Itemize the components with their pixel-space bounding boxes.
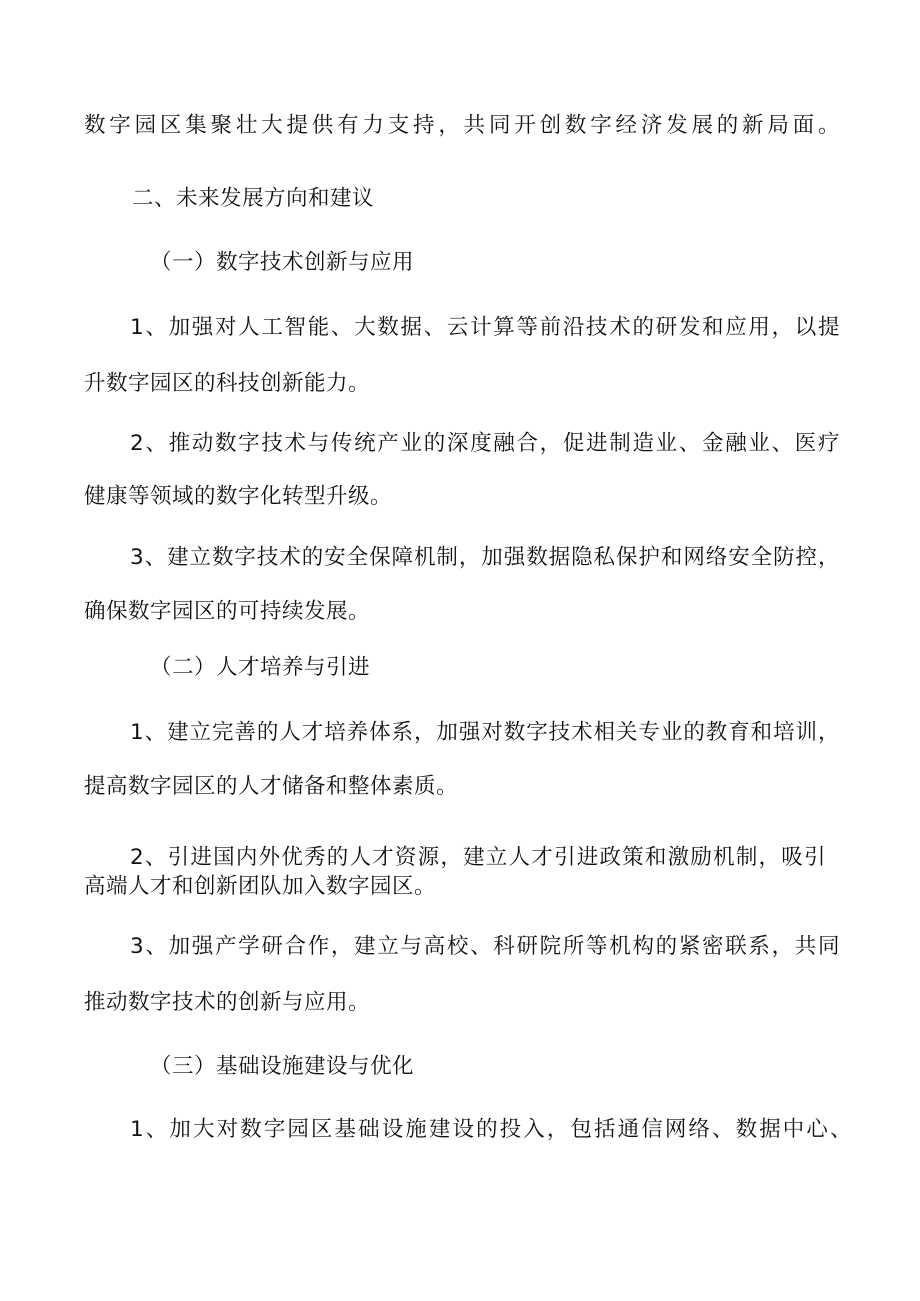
subsection-heading: （一）数字技术创新与应用: [150, 250, 415, 275]
paragraph-line: 推动数字技术的创新与应用。: [84, 990, 371, 1015]
paragraph-line: 3、加强产学研合作，建立与高校、科研院所等机构的紧密联系，共同: [130, 934, 840, 959]
paragraph-line: 1、建立完善的人才培养体系，加强对数字技术相关专业的教育和培训，: [130, 720, 840, 745]
paragraph-line: 数字园区集聚壮大提供有力支持，共同开创数字经济发展的新局面。: [84, 113, 840, 138]
subsection-heading: （二）人才培养与引进: [150, 655, 371, 680]
paragraph-line: 提高数字园区的人才储备和整体素质。: [84, 774, 459, 799]
paragraph-line: 2、引进国内外优秀的人才资源，建立人才引进政策和激励机制，吸引: [130, 845, 826, 870]
paragraph-line: 3、建立数字技术的安全保障机制，加强数据隐私保护和网络安全防控，: [130, 545, 840, 570]
paragraph-line: 1、加大对数字园区基础设施建设的投入，包括通信网络、数据中心、: [130, 1117, 852, 1142]
paragraph-line: 1、加强对人工智能、大数据、云计算等前沿技术的研发和应用，以提: [130, 315, 840, 340]
section-heading: 二、未来发展方向和建议: [132, 186, 375, 211]
paragraph-line: 2、推动数字技术与传统产业的深度融合，促进制造业、金融业、医疗: [130, 431, 840, 456]
paragraph-line: 确保数字园区的可持续发展。: [84, 599, 371, 624]
subsection-heading: （三）基础设施建设与优化: [150, 1054, 415, 1079]
paragraph-line: 高端人才和创新团队加入数字园区。: [84, 874, 437, 899]
paragraph-line: 升数字园区的科技创新能力。: [84, 371, 371, 396]
paragraph-line: 健康等领域的数字化转型升级。: [84, 484, 393, 509]
